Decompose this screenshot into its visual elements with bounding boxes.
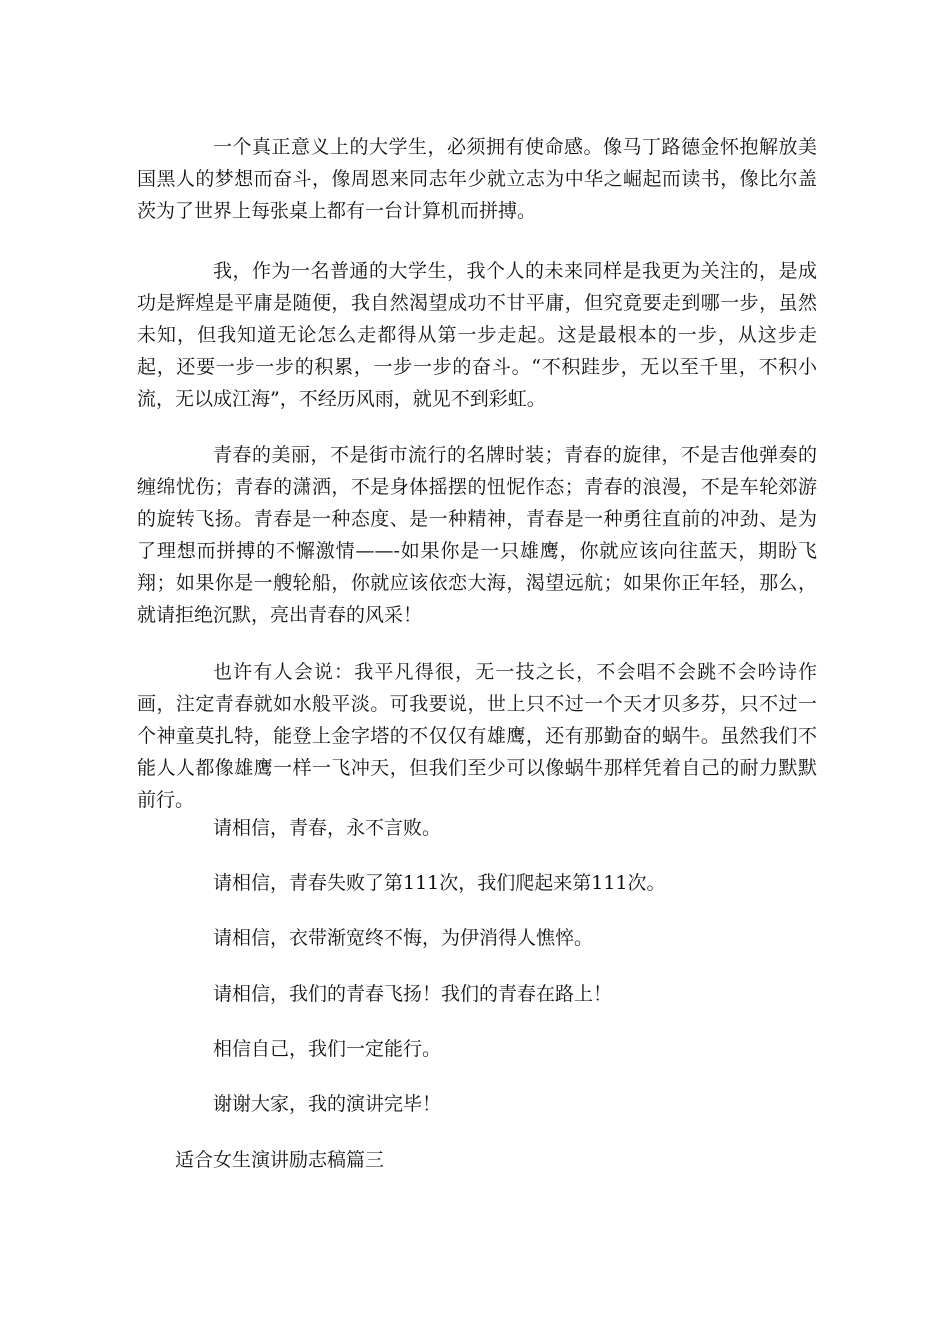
paragraph-mission: 一个真正意义上的大学生，必须拥有使命感。像马丁路德金怀抱解放美国黑人的梦想而奋斗，像周恩来同志年少就立志为中华之崛起而读书，像比尔盖茨为了世界上每张桌上都有一台计算机而拼搏。 xyxy=(137,136,817,222)
line-thanks: 谢谢大家，我的演讲完毕！ xyxy=(213,1093,442,1115)
line-believe-2: 请相信，青春失败了第111次，我们爬起来第111次。 xyxy=(213,872,666,894)
line-believe-4: 请相信，我们的青春飞扬！我们的青春在路上！ xyxy=(213,983,613,1005)
line-believe-3: 请相信，衣带渐宽终不悔，为伊消得人憔悴。 xyxy=(213,927,594,949)
paragraph-ordinary: 也许有人会说：我平凡得很，无一技之长，不会唱不会跳不会吟诗作画，注定青春就如水般平淡。可我要说，世上只不过一个天才贝多芬，只不过一个神童莫扎特，能登上金字塔的不仅仅有雄鹰，还有那勤奋的蜗牛。虽然我们不能人人都像雄鹰一样一飞冲天，但我们至少可以像蜗牛那样凭着自己的耐力默默前行。 xyxy=(137,661,817,811)
paragraph-future: 我，作为一名普通的大学生，我个人的未来同样是我更为关注的，是成功是辉煌是平庸是随便，我自然渴望成功不甘平庸，但究竟要走到哪一步，虽然未知，但我知道无论怎么走都得从第一步走起。这是最根本的一步，从这步走起，还要一步一步的积累，一步一步的奋斗。“不积跬步，无以至千里，不积小流，无以成江海”，不经历风雨，就见不到彩虹。 xyxy=(137,260,817,410)
paragraph-youth-beauty: 青春的美丽，不是街市流行的名牌时装；青春的旋律，不是吉他弹奏的缠绵忧伤；青春的潇洒，不是身体摇摆的忸怩作态；青春的浪漫，不是车轮郊游的旋转飞扬。青春是一种态度、是一种精神，青春是一种勇往直前的冲劲、是为了理想而拼搏的不懈激情——-如果你是一只雄鹰，你就应该向往蓝天，期盼飞翔；如果你是一艘轮船，你就应该依恋大海，渴望远航；如果你正年轻，那么，就请拒绝沉默，亮出青春的风采！ xyxy=(137,444,817,626)
line-believe-self: 相信自己，我们一定能行。 xyxy=(213,1038,442,1060)
section-heading: 适合女生演讲励志稿篇三 xyxy=(175,1149,385,1171)
line-believe-1: 请相信，青春，永不言败。 xyxy=(213,817,442,839)
